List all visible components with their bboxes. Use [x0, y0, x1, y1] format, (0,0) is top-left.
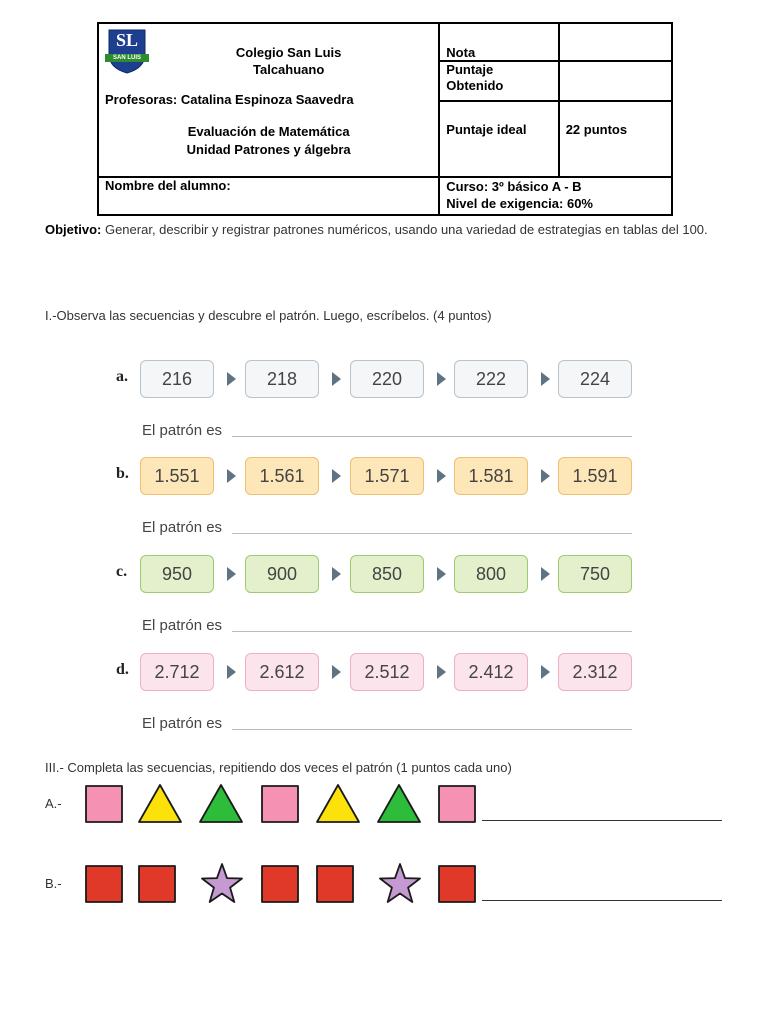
student-name-field[interactable]: [98, 177, 439, 215]
pattern-answer-line[interactable]: [232, 631, 632, 632]
evaluation-unit: Unidad Patrones y álgebra: [186, 142, 351, 157]
pattern-answer-line[interactable]: [232, 729, 632, 730]
objective-label: Objetivo:: [45, 222, 102, 237]
sequence-value-box: 1.581: [454, 457, 528, 495]
square-red-icon: [137, 862, 185, 906]
triangle-green-icon: [198, 782, 246, 826]
square-red-icon: [84, 862, 132, 906]
arrow-right-icon: [541, 372, 550, 386]
sequence-value-box: 1.551: [140, 457, 214, 495]
school-name: Colegio San Luis: [235, 45, 342, 60]
course-label: Curso: 3º básico A - B: [446, 179, 582, 194]
square-pink-icon: [437, 782, 485, 826]
sequence-letter: d.: [116, 661, 129, 678]
arrow-right-icon: [332, 665, 341, 679]
arrow-right-icon: [437, 469, 446, 483]
square-red-icon: [315, 862, 363, 906]
section-3-title: III.- Completa las secuencias, repitiendo dos veces el patrón (1 puntos cada uno): [45, 760, 512, 775]
course-info-cell: [439, 177, 672, 215]
pattern-label: El patrón es: [142, 617, 223, 634]
arrow-right-icon: [541, 567, 550, 581]
sequence-value-box: 2.512: [350, 653, 424, 691]
puntaje-obtenido-value-cell[interactable]: [559, 61, 672, 101]
teachers-label: Profesoras: Catalina Espinoza Saavedra: [105, 92, 354, 107]
arrow-right-icon: [437, 567, 446, 581]
sequence-value-box: 2.712: [140, 653, 214, 691]
sequence-value-box: 850: [350, 555, 424, 593]
triangle-yellow-icon: [315, 782, 363, 826]
logo-text: SL: [115, 30, 139, 50]
objective: [45, 220, 725, 240]
arrow-right-icon: [332, 469, 341, 483]
sequence-value-box: 2.612: [245, 653, 319, 691]
shape-answer-line[interactable]: [482, 820, 722, 821]
arrow-right-icon: [437, 372, 446, 386]
sequence-letter: a.: [116, 368, 128, 385]
shape-answer-line[interactable]: [482, 900, 722, 901]
section-1-title: I.-Observa las secuencias y descubre el patrón. Luego, escríbelos. (4 puntos): [45, 308, 492, 323]
school-info-cell: [98, 23, 439, 177]
student-name-label: Nombre del alumno:: [105, 178, 231, 193]
star-purple-icon: [198, 862, 246, 906]
triangle-green-icon: [376, 782, 424, 826]
pattern-answer-line[interactable]: [232, 533, 632, 534]
logo-banner: SAN LUIS: [112, 55, 141, 61]
pattern-label: El patrón es: [142, 519, 223, 536]
triangle-yellow-icon: [137, 782, 185, 826]
sequence-value-box: 1.561: [245, 457, 319, 495]
shape-row-label: B.-: [45, 876, 62, 891]
sequence-value-box: 950: [140, 555, 214, 593]
puntaje-ideal-label: Puntaje ideal: [439, 101, 558, 177]
shape-row-label: A.-: [45, 796, 62, 811]
header-table: [97, 22, 673, 216]
school-logo: [105, 28, 149, 72]
sequence-value-box: 224: [558, 360, 632, 398]
arrow-right-icon: [437, 665, 446, 679]
requirement-level: Nivel de exigencia: 60%: [446, 196, 593, 211]
sequence-value-box: 1.591: [558, 457, 632, 495]
sequence-value-box: 220: [350, 360, 424, 398]
school-city: Talcahuano: [253, 62, 325, 77]
pattern-label: El patrón es: [142, 422, 223, 439]
nota-value-cell[interactable]: [559, 23, 672, 61]
star-purple-icon: [376, 862, 424, 906]
arrow-right-icon: [227, 469, 236, 483]
pattern-label: El patrón es: [142, 715, 223, 732]
sequence-value-box: 218: [245, 360, 319, 398]
sequence-letter: b.: [116, 465, 129, 482]
arrow-right-icon: [332, 372, 341, 386]
evaluation-title: Evaluación de Matemática: [187, 124, 350, 139]
sequence-letter: c.: [116, 563, 128, 580]
pattern-answer-line[interactable]: [232, 436, 632, 437]
sequence-value-box: 2.312: [558, 653, 632, 691]
nota-label: Nota: [439, 23, 558, 61]
square-red-icon: [437, 862, 485, 906]
arrow-right-icon: [227, 567, 236, 581]
arrow-right-icon: [227, 665, 236, 679]
puntaje-obtenido-label: Puntaje Obtenido: [439, 61, 558, 101]
sequence-value-box: 216: [140, 360, 214, 398]
sequence-value-box: 2.412: [454, 653, 528, 691]
sequence-value-box: 1.571: [350, 457, 424, 495]
sequence-value-box: 222: [454, 360, 528, 398]
sequence-value-box: 900: [245, 555, 319, 593]
square-pink-icon: [84, 782, 132, 826]
arrow-right-icon: [541, 469, 550, 483]
arrow-right-icon: [541, 665, 550, 679]
arrow-right-icon: [227, 372, 236, 386]
square-red-icon: [260, 862, 308, 906]
puntaje-ideal-value: 22 puntos: [559, 101, 672, 177]
square-pink-icon: [260, 782, 308, 826]
objective-text: Generar, describir y registrar patrones numéricos, usando una variedad de estrategias en tablas del 100.: [104, 222, 708, 237]
arrow-right-icon: [332, 567, 341, 581]
sequence-value-box: 750: [558, 555, 632, 593]
sequence-value-box: 800: [454, 555, 528, 593]
